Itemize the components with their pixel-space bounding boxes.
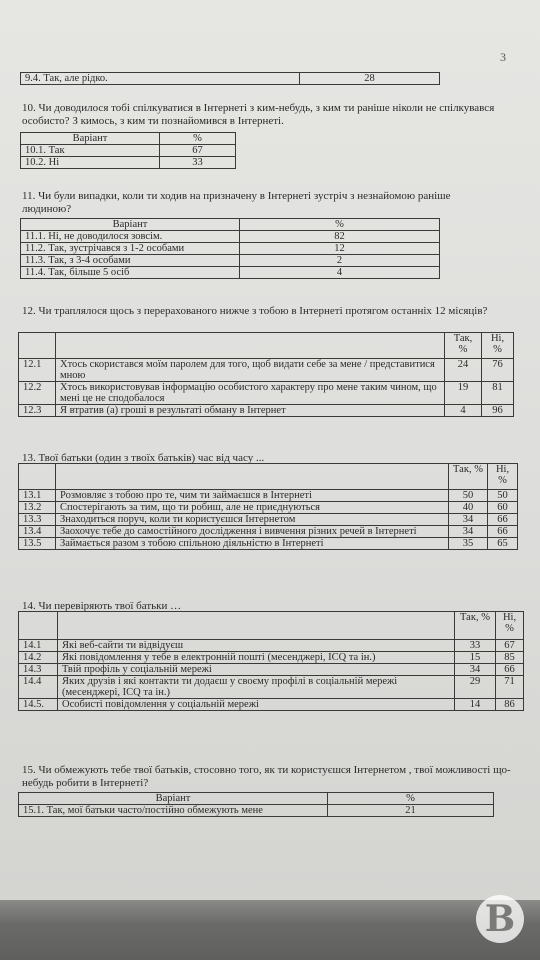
row-number: 13.5 [19, 538, 56, 550]
row-label: 11.3. Так, з 3-4 особами [21, 255, 240, 267]
row-label: Твій профіль у соціальній мережі [58, 664, 455, 676]
table-q11 [20, 218, 440, 279]
row-label: 9.4. Так, але рідко. [21, 73, 300, 85]
table-row [19, 805, 494, 817]
table-row [19, 490, 518, 502]
table-row [21, 145, 236, 157]
row-yes-value: 40 [449, 502, 488, 514]
question-14: 14. Чи перевіряють твої батьки … [22, 600, 182, 612]
row-number: 14.4 [19, 676, 58, 699]
row-number: 14.2 [19, 652, 58, 664]
row-label: Заохочує тебе до самостійного дослідження і вивчення різних речей в Інтернеті [56, 526, 449, 538]
header-percent: % [160, 133, 236, 145]
table-row [21, 243, 440, 255]
row-number: 14.5. [19, 699, 58, 711]
row-no-value: 67 [496, 640, 524, 652]
row-label: 11.2. Так, зустрічався з 1-2 особами [21, 243, 240, 255]
row-number: 12.1 [19, 359, 56, 382]
row-label: 15.1. Так, мої батьки часто/постійно обмежують мене [19, 805, 328, 817]
row-value: 2 [240, 255, 440, 267]
row-label: 11.4. Так, більше 5 осіб [21, 267, 240, 279]
header-yes: Так, % [445, 333, 482, 359]
row-number: 14.1 [19, 640, 58, 652]
row-label: Хтось використовував інформацію особистого характеру про мене таким чином, що мені це не сподобалося [56, 382, 445, 405]
row-label: Яких друзів і які контакти ти додаєш у своєму профілі в соціальній мережі (месенджері, ICQ та ін.) [58, 676, 455, 699]
header-percent: % [328, 793, 494, 805]
table-row [21, 73, 440, 85]
header-variant: Варіант [19, 793, 328, 805]
table-row [19, 676, 524, 699]
table-q12 [18, 332, 514, 417]
row-value: 21 [328, 805, 494, 817]
table-header-row [21, 219, 440, 231]
header-variant: Варіант [21, 219, 240, 231]
row-label: 11.1. Ні, не доводилося зовсім. [21, 231, 240, 243]
row-value: 4 [240, 267, 440, 279]
row-label: Хтось скористався моїм паролем для того, щоб видати себе за мене / представитися мною [56, 359, 445, 382]
table-row [19, 699, 524, 711]
row-yes-value: 33 [455, 640, 496, 652]
row-no-value: 60 [488, 502, 518, 514]
table-row [19, 502, 518, 514]
row-no-value: 96 [482, 405, 514, 417]
background-surface [0, 900, 540, 960]
table-row [19, 405, 514, 417]
row-number: 13.4 [19, 526, 56, 538]
row-yes-value: 14 [455, 699, 496, 711]
table-row [19, 526, 518, 538]
row-value: 12 [240, 243, 440, 255]
row-number: 14.3 [19, 664, 58, 676]
row-no-value: 81 [482, 382, 514, 405]
row-yes-value: 4 [445, 405, 482, 417]
table-row [19, 640, 524, 652]
header-no: Ні, % [496, 612, 524, 640]
row-no-value: 86 [496, 699, 524, 711]
row-no-value: 76 [482, 359, 514, 382]
page-number: 3 [500, 50, 506, 64]
row-yes-value: 29 [455, 676, 496, 699]
table-row [19, 664, 524, 676]
row-number: 12.2 [19, 382, 56, 405]
question-13: 13. Твої батьки (один з твоїх батьків) час від часу ... [22, 452, 265, 464]
row-no-value: 85 [496, 652, 524, 664]
row-value: 28 [300, 73, 440, 85]
row-label: 10.1. Так [21, 145, 160, 157]
table-row [21, 267, 440, 279]
row-label: Які повідомлення у тебе в електронній пошті (месенджері, ICQ та ін.) [58, 652, 455, 664]
table-row [19, 382, 514, 405]
row-number: 13.2 [19, 502, 56, 514]
row-label: Які веб-сайти ти відвідуєш [58, 640, 455, 652]
header-variant: Варіант [21, 133, 160, 145]
table-header-row [19, 333, 514, 359]
row-no-value: 50 [488, 490, 518, 502]
table-row [21, 231, 440, 243]
question-10: 10. Чи доводилося тобі спілкуватися в Інтернеті з ким-небудь, з ким ти раніше ніколи не спілкувався особисто? З кимось, з ким ти познайомився в Інтернеті. [22, 102, 495, 127]
header-yes: Так, % [449, 464, 488, 490]
header-no: Ні, % [482, 333, 514, 359]
table-row [21, 157, 236, 169]
row-label: Розмовляє з тобою про те, чим ти займаєшся в Інтернеті [56, 490, 449, 502]
table-header-row [19, 793, 494, 805]
row-no-value: 66 [496, 664, 524, 676]
table-header-row [21, 133, 236, 145]
table-row [19, 514, 518, 526]
row-yes-value: 34 [449, 514, 488, 526]
table-row [19, 538, 518, 550]
header-no: Ні, % [488, 464, 518, 490]
row-number: 13.3 [19, 514, 56, 526]
row-yes-value: 24 [445, 359, 482, 382]
table-q10 [20, 132, 236, 169]
row-no-value: 71 [496, 676, 524, 699]
header-percent: % [240, 219, 440, 231]
row-label: Займається разом з тобою спільною діяльністю в Інтернеті [56, 538, 449, 550]
table-row [21, 255, 440, 267]
table-header-row [19, 464, 518, 490]
row-no-value: 66 [488, 526, 518, 538]
table-q14 [18, 611, 524, 711]
row-label: Знаходиться поруч, коли ти користуєшся Інтернетом [56, 514, 449, 526]
row-value: 33 [160, 157, 236, 169]
table-header-row [19, 612, 524, 640]
row-yes-value: 19 [445, 382, 482, 405]
table-q9-fragment [20, 72, 440, 85]
row-number: 12.3 [19, 405, 56, 417]
table-q15 [18, 792, 494, 817]
row-no-value: 65 [488, 538, 518, 550]
watermark-logo-icon: В [476, 895, 524, 943]
question-12: 12. Чи траплялося щось з перерахованого нижче з тобою в Інтернеті протягом останніх 12 місяців? [22, 305, 488, 317]
row-yes-value: 35 [449, 538, 488, 550]
table-row [19, 359, 514, 382]
row-label: Я втратив (а) гроші в результаті обману в Інтернет [56, 405, 445, 417]
row-label: Спостерігають за тим, що ти робиш, але не приєднуються [56, 502, 449, 514]
row-yes-value: 34 [449, 526, 488, 538]
row-value: 67 [160, 145, 236, 157]
table-row [19, 652, 524, 664]
row-label: 10.2. Ні [21, 157, 160, 169]
row-no-value: 66 [488, 514, 518, 526]
question-11: 11. Чи були випадки, коли ти ходив на призначену в Інтернеті зустріч з незнайомою раніше людиною? [22, 190, 451, 215]
row-yes-value: 15 [455, 652, 496, 664]
row-number: 13.1 [19, 490, 56, 502]
row-label: Особисті повідомлення у соціальній мережі [58, 699, 455, 711]
row-yes-value: 34 [455, 664, 496, 676]
header-yes: Так, % [455, 612, 496, 640]
table-q13 [18, 463, 518, 550]
row-yes-value: 50 [449, 490, 488, 502]
question-15: 15. Чи обмежують тебе твої батьків, стосовно того, як ти користуєшся Інтернетом , твої можливості що-небудь робити в Інтернеті? [22, 764, 511, 789]
row-value: 82 [240, 231, 440, 243]
